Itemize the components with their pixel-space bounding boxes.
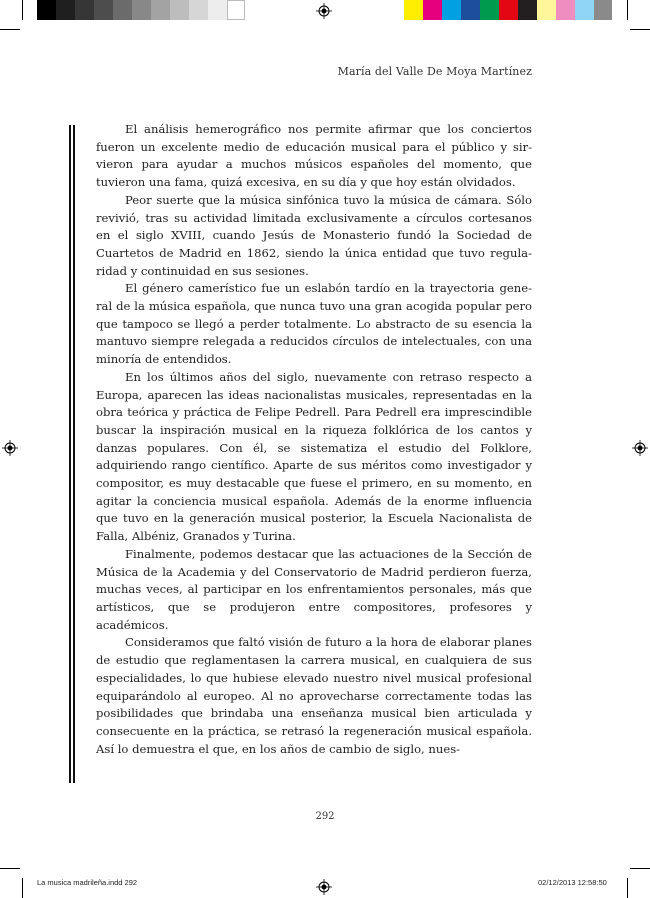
gray-swatch — [56, 0, 75, 20]
light-cyan-swatch — [575, 0, 594, 20]
gray-swatch — [170, 0, 189, 20]
magenta-swatch — [423, 0, 442, 20]
gray-swatch — [75, 0, 94, 20]
paragraph: Peor suerte que la música sinfónica tuvo la música de cámara. Sólo revivió, tras su actividad limitada exclusivamente a círculos cortesanos en el siglo XVIII, cuando Jesús de Monasterio fundó la Sociedad de Cuartetos de Madrid en 1862, siendo la única entidad que tuvo regularidad y continuidad en sus sesiones. — [96, 192, 532, 278]
registration-target-icon — [316, 3, 332, 19]
crop-mark — [630, 29, 650, 30]
black-swatch — [518, 0, 537, 20]
blue-swatch — [461, 0, 480, 20]
crop-mark — [22, 878, 23, 898]
registration-target-icon — [316, 879, 332, 895]
registration-target-icon — [632, 440, 648, 456]
registration-target-icon — [2, 440, 18, 456]
paragraph: El género camerístico fue un eslabón tardío en la trayectoria general de la música española, que nunca tuvo una gran acogida popular pero que tampoco se llegó a perder totalmente. Lo abstracto de su esencia la mantuvo siempre relegada a reducidos círculos de intelectuales, con una minoría de entendidos. — [96, 281, 532, 367]
gray-swatch — [113, 0, 132, 20]
crop-mark — [627, 0, 628, 20]
green-swatch — [480, 0, 499, 20]
yellow-swatch — [404, 0, 423, 20]
cyan-swatch — [442, 0, 461, 20]
timestamp: 02/12/2013 12:58:50 — [538, 878, 607, 887]
gray-swatch — [208, 0, 227, 20]
crop-mark — [0, 29, 20, 30]
file-slug: La musica madrileña.indd 292 — [37, 878, 138, 887]
gray-swatch — [94, 0, 113, 20]
margin-rule — [69, 125, 71, 783]
paragraph: El análisis hemerográfico nos permite afirmar que los conciertos fueron un excelente medio de educación musical para el público y sirvieron para ayudar a muchos músicos españoles del momento, que tuvieron una fama, quizá excesiva, en su día y que hoy están olvidados. — [96, 122, 532, 190]
paragraph: En los últimos años del siglo, nuevamente con retraso respecto a Europa, aparecen las ideas nacionalistas musicales, representadas en la obra teórica y práctica de Felipe Pedrell. Para Pedrell era imprescindible buscar la inspiración musical en la riqueza folklórica de los cantos y danzas populares. Con él, se sistematiza el estudio del Folklore, adquiriendo rango científico. Aparte de sus méritos como investigador y compositor, es muy destacable que fuese el primero, en su momento, en agitar la conciencia musical española. Además de la enorme influencia que tuvo en la generación musical posterior, la Escuela Nacionalista de Falla, Albéniz, Granados y Turina. — [96, 369, 532, 544]
crop-mark — [627, 878, 628, 898]
gray-swatch — [37, 0, 56, 20]
pink-swatch — [556, 0, 575, 20]
crop-mark — [0, 868, 20, 869]
paragraph: Finalmente, podemos destacar que las actuaciones de la Sección de Música de la Academia y del Conservatorio de Madrid perdieron fuerza, muchas veces, al participar en los enfrentamientos personales, más que artísticos, que se produjeron entre compositores, profesores y académicos. — [96, 546, 532, 632]
gray-swatch — [594, 0, 612, 20]
crop-mark — [630, 868, 650, 869]
body-text — [96, 121, 532, 758]
running-head: María del Valle De Moya Martínez — [337, 65, 532, 78]
page-number: 292 — [315, 811, 335, 822]
paragraph: Consideramos que faltó visión de futuro a la hora de elaborar planes de estudio que reglamentasen la carrera musical, en cualquiera de sus especialidades, lo que hubiese elevado nuestro nivel musical profesional equiparándolo al europeo. Al no aprovecharse correctamente todas las posibilidades que brindaba una enseñanza musical bien articulada y consecuente en la práctica, se retrasó la regeneración musical española. Así lo demuestra el que, en los años de cambio de siglo, nues- — [96, 635, 532, 756]
gray-swatch — [151, 0, 170, 20]
gray-swatch — [132, 0, 151, 20]
gray-swatch — [189, 0, 208, 20]
red-swatch — [499, 0, 518, 20]
margin-rule — [73, 125, 75, 783]
crop-mark — [22, 0, 23, 20]
light-yellow-swatch — [537, 0, 556, 20]
gray-swatch — [227, 0, 245, 20]
